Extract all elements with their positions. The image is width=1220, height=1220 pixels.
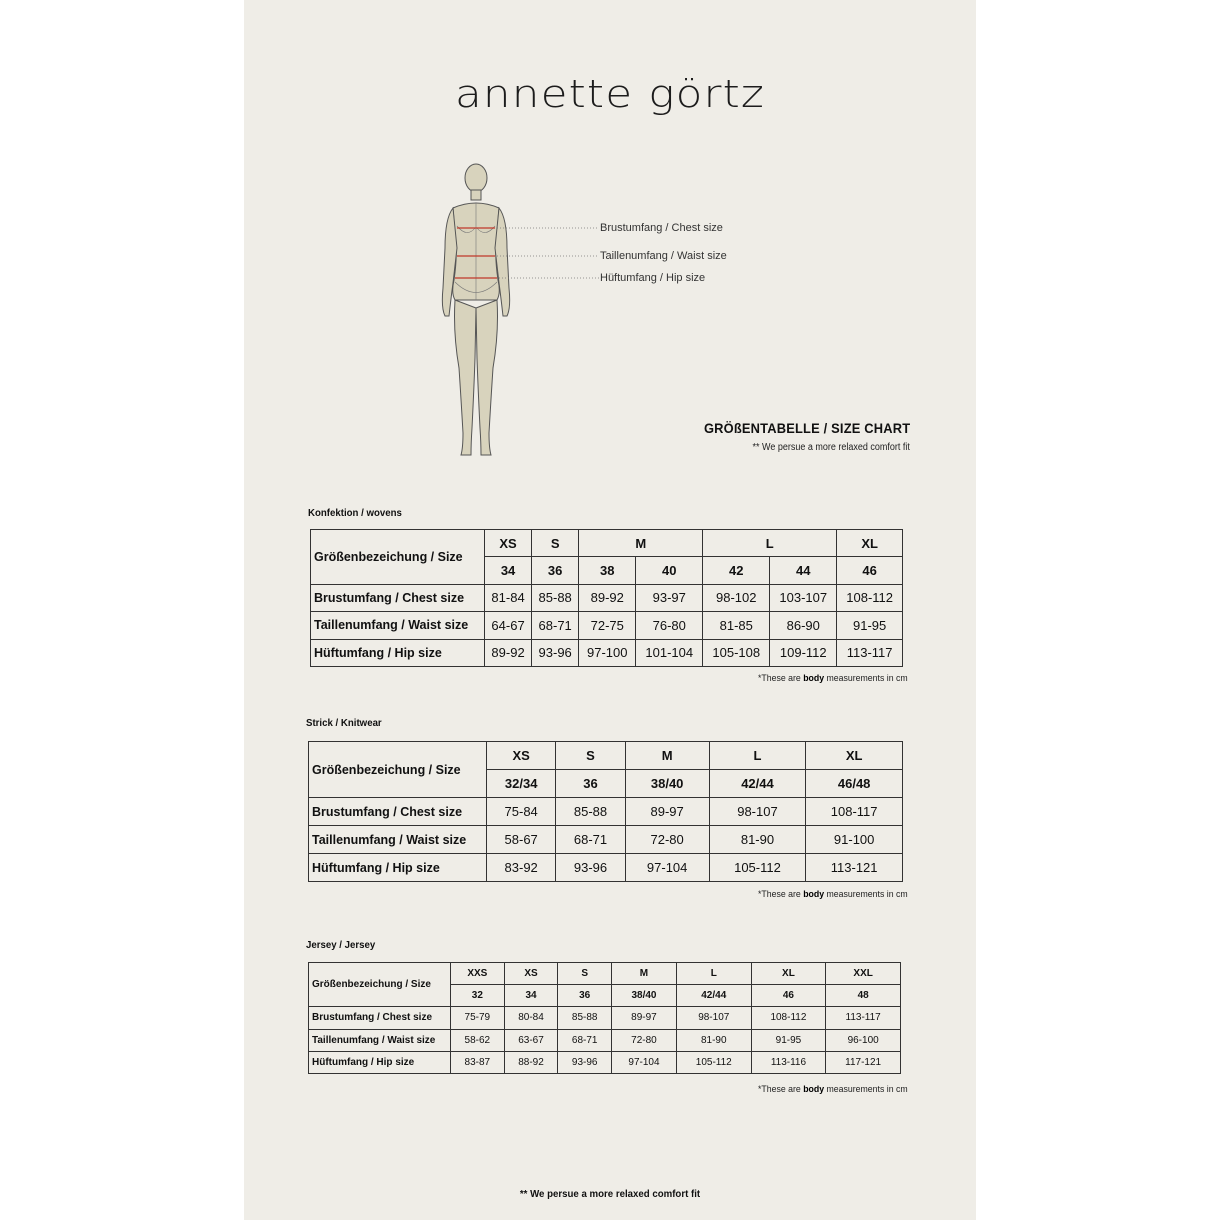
- measurement-row: [309, 1007, 901, 1029]
- measurement-row: [311, 612, 903, 639]
- measurement-label-cell: Taillenumfang / Waist size: [309, 1029, 451, 1051]
- measurement-value-cell: 89-97: [625, 798, 709, 826]
- measurement-label-cell: Hüftumfang / Hip size: [309, 1051, 451, 1073]
- chest-measure-label: Brustumfang / Chest size: [600, 222, 723, 234]
- measurement-value-cell: 72-75: [579, 612, 636, 639]
- measurement-value-cell: 68-71: [556, 826, 625, 854]
- footer-comfort-note: ** We persue a more relaxed comfort fit: [519, 1188, 701, 1200]
- size-group-cell: S: [558, 963, 612, 985]
- measurement-value-cell: 108-112: [837, 584, 903, 611]
- measurement-label-cell: Hüftumfang / Hip size: [309, 854, 487, 882]
- measurement-value-cell: 81-85: [703, 612, 770, 639]
- jersey-body-note: [758, 1084, 908, 1095]
- size-group-cell: XL: [806, 742, 903, 770]
- measurement-value-cell: 85-88: [558, 1007, 612, 1029]
- measurement-value-cell: 91-95: [751, 1029, 826, 1051]
- measurement-value-cell: 58-62: [451, 1029, 505, 1051]
- measurement-value-cell: 89-92: [485, 639, 532, 666]
- jersey-section-title: Jersey / Jersey: [306, 939, 376, 951]
- measurement-value-cell: 89-92: [579, 584, 636, 611]
- measurement-value-cell: 93-96: [556, 854, 625, 882]
- measurement-value-cell: 103-107: [770, 584, 837, 611]
- body-note-prefix: *These are: [758, 673, 804, 684]
- measurement-row: [311, 639, 903, 666]
- measurement-value-cell: 80-84: [504, 1007, 558, 1029]
- measurement-value-cell: 113-121: [806, 854, 903, 882]
- body-note-bold: body: [803, 1084, 825, 1095]
- size-group-cell: M: [612, 963, 677, 985]
- measurement-value-cell: 93-96: [558, 1051, 612, 1073]
- size-number-cell: 44: [770, 557, 837, 584]
- measurement-row: [309, 826, 903, 854]
- measurement-value-cell: 75-79: [451, 1007, 505, 1029]
- size-number-cell: 32/34: [487, 770, 556, 798]
- measurement-value-cell: 97-104: [625, 854, 709, 882]
- size-header-cell: Größenbezeichung / Size: [309, 742, 487, 798]
- size-number-cell: 42/44: [709, 770, 806, 798]
- comfort-fit-note: ** We persue a more relaxed comfort fit: [752, 442, 910, 453]
- size-number-cell: 34: [504, 985, 558, 1007]
- measurement-value-cell: 75-84: [487, 798, 556, 826]
- measurement-value-cell: 105-108: [703, 639, 770, 666]
- size-group-row: [311, 530, 903, 557]
- measurement-value-cell: 96-100: [826, 1029, 901, 1051]
- size-group-row: [309, 963, 901, 985]
- size-chart-page: [244, 0, 976, 1220]
- size-number-cell: 34: [485, 557, 532, 584]
- measurement-value-cell: 83-87: [451, 1051, 505, 1073]
- size-group-cell: M: [625, 742, 709, 770]
- measurement-value-cell: 108-117: [806, 798, 903, 826]
- measurement-value-cell: 85-88: [556, 798, 625, 826]
- measurement-label-cell: Brustumfang / Chest size: [309, 1007, 451, 1029]
- measurement-value-cell: 113-117: [837, 639, 903, 666]
- size-number-cell: 38/40: [612, 985, 677, 1007]
- measurement-value-cell: 108-112: [751, 1007, 826, 1029]
- size-group-cell: L: [709, 742, 806, 770]
- measurement-label-cell: Taillenumfang / Waist size: [311, 612, 485, 639]
- size-number-cell: 38: [579, 557, 636, 584]
- size-group-cell: XL: [751, 963, 826, 985]
- measurement-value-cell: 83-92: [487, 854, 556, 882]
- wovens-body-note: [758, 673, 908, 684]
- size-group-cell: XS: [485, 530, 532, 557]
- measurement-value-cell: 85-88: [532, 584, 579, 611]
- size-group-cell: XL: [837, 530, 903, 557]
- size-number-cell: 46: [751, 985, 826, 1007]
- measurement-value-cell: 68-71: [532, 612, 579, 639]
- measurement-label-cell: Hüftumfang / Hip size: [311, 639, 485, 666]
- measurement-value-cell: 113-116: [751, 1051, 826, 1073]
- size-number-cell: 36: [558, 985, 612, 1007]
- measurement-value-cell: 98-102: [703, 584, 770, 611]
- measurement-value-cell: 93-96: [532, 639, 579, 666]
- measurement-value-cell: 72-80: [625, 826, 709, 854]
- jersey-size-table: [308, 962, 901, 1074]
- size-number-cell: 32: [451, 985, 505, 1007]
- measurement-value-cell: 97-100: [579, 639, 636, 666]
- body-note-bold: body: [803, 889, 825, 900]
- size-group-cell: XXS: [451, 963, 505, 985]
- waist-measure-label: Taillenumfang / Waist size: [600, 250, 727, 262]
- size-group-cell: L: [676, 963, 751, 985]
- measurement-value-cell: 86-90: [770, 612, 837, 639]
- measurement-row: [309, 798, 903, 826]
- measurement-value-cell: 72-80: [612, 1029, 677, 1051]
- body-note-suffix: measurements in cm: [824, 673, 908, 684]
- measurement-label-cell: Brustumfang / Chest size: [309, 798, 487, 826]
- measurement-value-cell: 89-97: [612, 1007, 677, 1029]
- size-number-cell: 38/40: [625, 770, 709, 798]
- size-number-cell: 48: [826, 985, 901, 1007]
- size-number-cell: 36: [556, 770, 625, 798]
- measurement-value-cell: 91-100: [806, 826, 903, 854]
- knitwear-section-title: Strick / Knitwear: [306, 717, 382, 729]
- knitwear-size-table: [308, 741, 903, 882]
- measurement-row: [309, 854, 903, 882]
- size-number-cell: 42/44: [676, 985, 751, 1007]
- measurement-value-cell: 97-104: [612, 1051, 677, 1073]
- measurement-label-cell: Brustumfang / Chest size: [311, 584, 485, 611]
- size-number-cell: 36: [532, 557, 579, 584]
- measurement-value-cell: 64-67: [485, 612, 532, 639]
- measurement-value-cell: 93-97: [636, 584, 703, 611]
- size-number-cell: 46/48: [806, 770, 903, 798]
- measurement-label-cell: Taillenumfang / Waist size: [309, 826, 487, 854]
- croquis-figure-icon: [439, 158, 919, 463]
- size-header-cell: Größenbezeichung / Size: [309, 963, 451, 1007]
- wovens-size-table: [310, 529, 903, 667]
- hip-measure-label: Hüftumfang / Hip size: [600, 272, 706, 284]
- body-note-suffix: measurements in cm: [824, 1084, 908, 1095]
- body-measurement-figure: [439, 158, 919, 463]
- measurement-value-cell: 91-95: [837, 612, 903, 639]
- measurement-value-cell: 113-117: [826, 1007, 901, 1029]
- size-group-cell: XS: [487, 742, 556, 770]
- brand-logo: annette görtz: [454, 72, 766, 116]
- measurement-value-cell: 81-90: [709, 826, 806, 854]
- size-group-cell: M: [579, 530, 703, 557]
- size-group-cell: L: [703, 530, 837, 557]
- knitwear-body-note: [758, 889, 908, 900]
- body-note-suffix: measurements in cm: [824, 889, 908, 900]
- measurement-value-cell: 98-107: [676, 1007, 751, 1029]
- measurement-row: [309, 1029, 901, 1051]
- size-chart-heading: GRÖßENTABELLE / SIZE CHART: [703, 420, 910, 436]
- size-group-cell: S: [556, 742, 625, 770]
- size-group-cell: S: [532, 530, 579, 557]
- measurement-value-cell: 105-112: [709, 854, 806, 882]
- size-number-cell: 46: [837, 557, 903, 584]
- size-group-cell: XXL: [826, 963, 901, 985]
- measurement-value-cell: 81-84: [485, 584, 532, 611]
- measurement-value-cell: 117-121: [826, 1051, 901, 1073]
- measurement-value-cell: 68-71: [558, 1029, 612, 1051]
- body-note-prefix: *These are: [758, 889, 804, 900]
- body-note-bold: body: [803, 673, 825, 684]
- measurement-value-cell: 88-92: [504, 1051, 558, 1073]
- measurement-value-cell: 105-112: [676, 1051, 751, 1073]
- measurement-value-cell: 81-90: [676, 1029, 751, 1051]
- measurement-value-cell: 58-67: [487, 826, 556, 854]
- measurement-value-cell: 109-112: [770, 639, 837, 666]
- wovens-section-title: Konfektion / wovens: [308, 507, 402, 519]
- size-header-cell: Größenbezeichung / Size: [311, 530, 485, 585]
- measurement-value-cell: 101-104: [636, 639, 703, 666]
- measurement-row: [311, 584, 903, 611]
- size-group-cell: XS: [504, 963, 558, 985]
- measurement-row: [309, 1051, 901, 1073]
- body-note-prefix: *These are: [758, 1084, 804, 1095]
- measurement-value-cell: 63-67: [504, 1029, 558, 1051]
- size-number-cell: 40: [636, 557, 703, 584]
- size-group-row: [309, 742, 903, 770]
- measurement-value-cell: 98-107: [709, 798, 806, 826]
- size-number-cell: 42: [703, 557, 770, 584]
- measurement-value-cell: 76-80: [636, 612, 703, 639]
